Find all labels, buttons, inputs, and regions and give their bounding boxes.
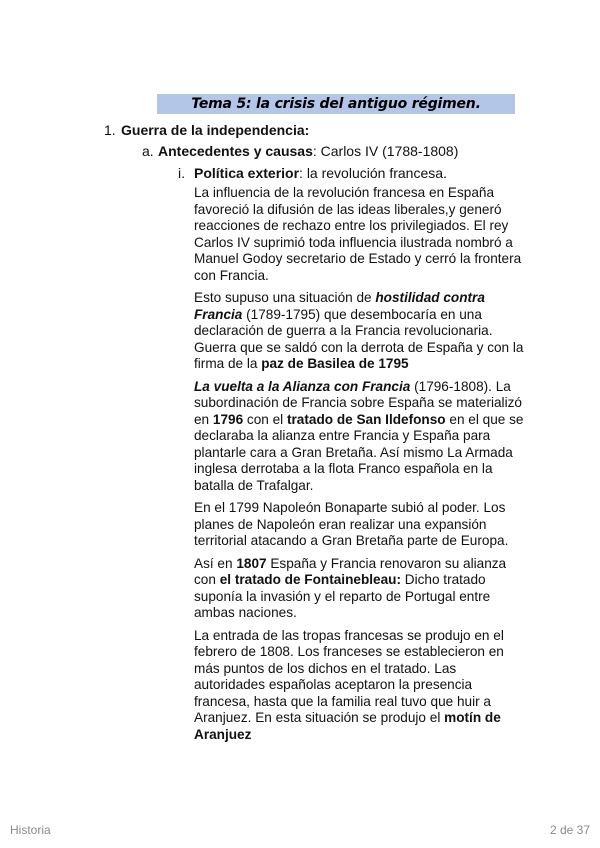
text-run: La entrada de las tropas francesas se produjo en el febrero de 1808. Los franceses se establecieron en más puntos de los dichos en el tratado. Las autoridades españolas aceptaron la presencia francesa, hasta que la familia real tuvo que huir a Aranjuez. En esta situación se produjo el <box>194 627 504 725</box>
paragraph <box>194 290 524 373</box>
list-roman: i. <box>178 165 185 181</box>
text-run: con el <box>243 411 287 427</box>
list-item-level3 <box>178 164 447 182</box>
body-text <box>194 185 524 749</box>
list-item-level2 <box>142 142 458 160</box>
document-title: Tema 5: la crisis del antiguo régimen. <box>191 96 481 112</box>
paragraph <box>194 628 524 744</box>
text-run: En el 1799 Napoleón Bonaparte subió al poder. Los planes de Napoleón eran realizar una expansión territorial atacando a Gran Bretaña parte de Europa. <box>194 500 509 548</box>
text-run: Esto supuso una situación de <box>194 290 376 305</box>
footer-page-number: 2 de 37 <box>549 823 590 837</box>
emphasis-text: 1796 <box>212 411 244 427</box>
emphasis-text: La vuelta a la Alianza con Francia <box>194 378 411 394</box>
list-letter: a. <box>142 143 154 159</box>
paragraph <box>194 556 524 622</box>
list-item-level1 <box>104 121 309 139</box>
emphasis-text: tratado de San Ildefonso <box>286 411 446 427</box>
emphasis-text: 1807 <box>236 555 267 571</box>
emphasis-text: el tratado de Fontainebleau: <box>219 572 401 587</box>
text-run: en el que se declaraba la alianza entre Francia y España para plantarle cara a Gran Bretaña. Así mismo La Armada inglesa derrotaba a la flota Franco española en la batalla de Trafalgar. <box>194 411 524 493</box>
subsection-heading: Antecedentes y causas <box>158 143 313 159</box>
paragraph <box>194 500 524 550</box>
emphasis-text: motín de Aranjuez <box>194 710 501 742</box>
paragraph <box>194 379 524 495</box>
paragraph <box>194 185 524 284</box>
text-run: La influencia de la revolución francesa en España favoreció la difusión de las ideas liberales,y generó reacciones de rechazo entre los privilegiados. El rey Carlos IV suprimió toda influencia ilustrada nombró a Manuel Godoy secretario de Estado y cerró la frontera con Francia. <box>194 185 522 283</box>
title-banner <box>157 94 515 114</box>
text-run: Así en <box>194 555 237 571</box>
section-heading: Guerra de la independencia: <box>121 122 310 138</box>
emphasis-text: hostilidad contra Francia <box>194 290 485 322</box>
footer-subject: Historia <box>10 823 51 837</box>
text-run: Dicho tratado suponía la invasión y el reparto de Portugal entre ambas naciones. <box>194 572 491 620</box>
subsection-detail: : Carlos IV (1788-1808) <box>312 143 459 159</box>
topic-heading: Política exterior <box>194 165 300 181</box>
text-run: (1789-1795) que desembocaría en una declaración de guerra a la Francia revolucionaria. Guerra que se saldó con la derrota de España y con la firma de la <box>194 306 524 371</box>
text-run: España y Francia renovaron su alianza con <box>194 555 507 587</box>
topic-detail: : la revolución francesa. <box>299 165 447 181</box>
text-run: (1796-1808). La subordinación de Francia sobre España se materializó en <box>194 378 522 427</box>
emphasis-text: paz de Basilea de 1795 <box>261 356 409 371</box>
list-number: 1. <box>104 122 116 138</box>
